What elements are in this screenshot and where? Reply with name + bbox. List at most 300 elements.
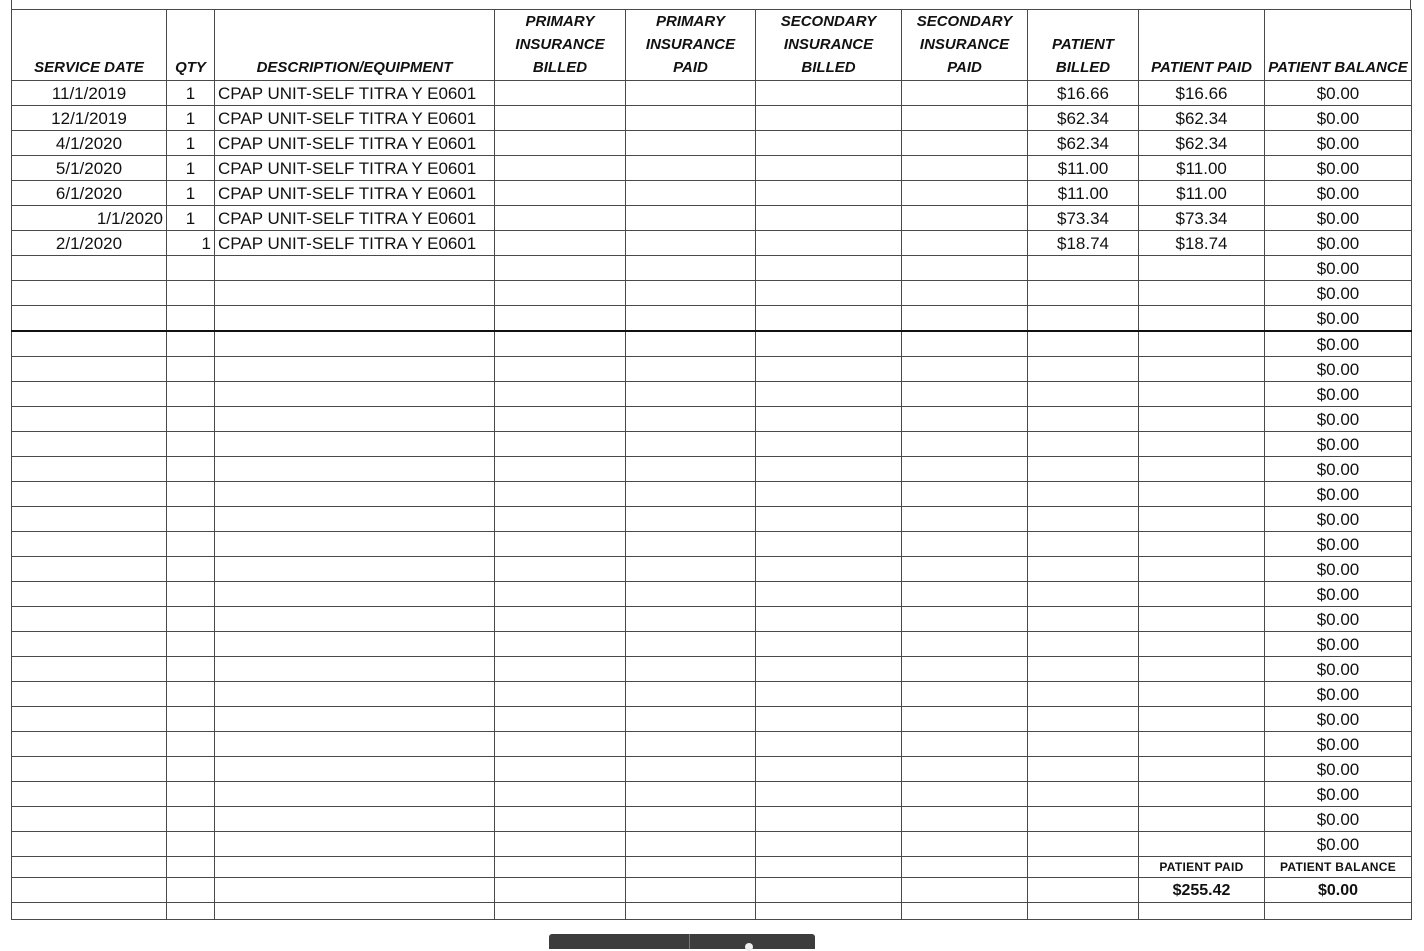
cell-description[interactable] <box>215 657 495 682</box>
cell-patient-billed[interactable] <box>1028 632 1139 657</box>
cell-primary-billed[interactable] <box>495 532 626 557</box>
cell-qty[interactable] <box>167 782 215 807</box>
cell-secondary-paid[interactable] <box>902 757 1028 782</box>
cell-patient-balance[interactable]: $0.00 <box>1265 306 1412 332</box>
cell-secondary-billed[interactable] <box>756 231 902 256</box>
cell-patient-billed[interactable] <box>1028 357 1139 382</box>
cell-secondary-paid[interactable] <box>902 281 1028 306</box>
cell-primary-billed[interactable] <box>495 457 626 482</box>
table-cell[interactable] <box>902 903 1028 920</box>
cell-secondary-paid[interactable] <box>902 532 1028 557</box>
cell-patient-balance[interactable]: $0.00 <box>1265 106 1412 131</box>
cell-primary-paid[interactable] <box>626 181 756 206</box>
cell-patient-balance[interactable]: $0.00 <box>1265 181 1412 206</box>
table-cell[interactable] <box>12 903 167 920</box>
cell-qty[interactable] <box>167 582 215 607</box>
cell-patient-balance[interactable]: $0.00 <box>1265 532 1412 557</box>
table-cell[interactable] <box>626 878 756 903</box>
cell-patient-paid[interactable]: $62.34 <box>1139 131 1265 156</box>
table-cell[interactable] <box>495 903 626 920</box>
cell-patient-paid[interactable] <box>1139 357 1265 382</box>
table-cell[interactable] <box>1028 857 1139 878</box>
cell-qty[interactable]: 1 <box>167 131 215 156</box>
cell-service-date[interactable]: 6/1/2020 <box>12 181 167 206</box>
cell-primary-paid[interactable] <box>626 707 756 732</box>
cell-service-date[interactable] <box>12 732 167 757</box>
cell-primary-paid[interactable] <box>626 532 756 557</box>
cell-qty[interactable]: 1 <box>167 106 215 131</box>
cell-patient-paid[interactable]: $62.34 <box>1139 106 1265 131</box>
cell-patient-paid[interactable] <box>1139 807 1265 832</box>
cell-description[interactable] <box>215 482 495 507</box>
cell-patient-paid[interactable]: $11.00 <box>1139 181 1265 206</box>
cell-service-date[interactable]: 11/1/2019 <box>12 81 167 106</box>
cell-patient-balance[interactable]: $0.00 <box>1265 782 1412 807</box>
cell-primary-billed[interactable] <box>495 256 626 281</box>
cell-description[interactable] <box>215 532 495 557</box>
cell-description[interactable] <box>215 357 495 382</box>
cell-description[interactable] <box>215 557 495 582</box>
cell-patient-paid[interactable] <box>1139 256 1265 281</box>
cell-patient-balance[interactable]: $0.00 <box>1265 382 1412 407</box>
cell-patient-balance[interactable]: $0.00 <box>1265 807 1412 832</box>
cell-patient-billed[interactable] <box>1028 407 1139 432</box>
cell-patient-balance[interactable]: $0.00 <box>1265 407 1412 432</box>
cell-patient-billed[interactable] <box>1028 457 1139 482</box>
cell-qty[interactable]: 1 <box>167 231 215 256</box>
table-cell[interactable] <box>902 857 1028 878</box>
cell-primary-paid[interactable] <box>626 807 756 832</box>
cell-service-date[interactable] <box>12 607 167 632</box>
table-cell[interactable] <box>902 878 1028 903</box>
cell-secondary-paid[interactable] <box>902 106 1028 131</box>
table-cell[interactable] <box>12 878 167 903</box>
cell-patient-billed[interactable]: $11.00 <box>1028 156 1139 181</box>
cell-secondary-billed[interactable] <box>756 432 902 457</box>
cell-primary-billed[interactable] <box>495 382 626 407</box>
cell-primary-billed[interactable] <box>495 557 626 582</box>
cell-secondary-billed[interactable] <box>756 682 902 707</box>
table-cell[interactable] <box>756 878 902 903</box>
cell-primary-billed[interactable] <box>495 582 626 607</box>
table-cell[interactable] <box>756 857 902 878</box>
cell-primary-billed[interactable] <box>495 682 626 707</box>
cell-service-date[interactable] <box>12 382 167 407</box>
cell-primary-paid[interactable] <box>626 682 756 707</box>
cell-primary-paid[interactable] <box>626 131 756 156</box>
cell-patient-paid[interactable] <box>1139 457 1265 482</box>
cell-secondary-billed[interactable] <box>756 507 902 532</box>
table-cell[interactable] <box>1139 903 1265 920</box>
cell-patient-paid[interactable] <box>1139 482 1265 507</box>
cell-patient-balance[interactable]: $0.00 <box>1265 457 1412 482</box>
cell-secondary-billed[interactable] <box>756 331 902 357</box>
cell-qty[interactable] <box>167 457 215 482</box>
cell-description[interactable]: CPAP UNIT-SELF TITRA Y E0601 <box>215 156 495 181</box>
cell-secondary-paid[interactable] <box>902 331 1028 357</box>
summary-patient-paid-label[interactable]: PATIENT PAID <box>1139 857 1265 878</box>
cell-patient-billed[interactable] <box>1028 532 1139 557</box>
table-cell[interactable] <box>167 878 215 903</box>
cell-qty[interactable] <box>167 306 215 332</box>
cell-patient-billed[interactable] <box>1028 382 1139 407</box>
cell-primary-paid[interactable] <box>626 206 756 231</box>
cell-primary-billed[interactable] <box>495 732 626 757</box>
cell-patient-balance[interactable]: $0.00 <box>1265 582 1412 607</box>
header-patient-paid[interactable]: PATIENT PAID <box>1139 10 1265 81</box>
cell-patient-paid[interactable] <box>1139 682 1265 707</box>
cell-secondary-billed[interactable] <box>756 382 902 407</box>
cell-qty[interactable] <box>167 707 215 732</box>
cell-qty[interactable]: 1 <box>167 181 215 206</box>
bottom-toolbar[interactable] <box>549 934 815 949</box>
cell-patient-balance[interactable]: $0.00 <box>1265 707 1412 732</box>
cell-patient-balance[interactable]: $0.00 <box>1265 256 1412 281</box>
cell-primary-billed[interactable] <box>495 131 626 156</box>
cell-secondary-billed[interactable] <box>756 106 902 131</box>
cell-secondary-paid[interactable] <box>902 131 1028 156</box>
cell-service-date[interactable] <box>12 757 167 782</box>
table-cell[interactable] <box>626 903 756 920</box>
cell-description[interactable] <box>215 757 495 782</box>
summary-patient-balance-total[interactable]: $0.00 <box>1265 878 1412 903</box>
cell-patient-billed[interactable] <box>1028 832 1139 857</box>
cell-secondary-billed[interactable] <box>756 757 902 782</box>
cell-qty[interactable] <box>167 807 215 832</box>
cell-primary-paid[interactable] <box>626 582 756 607</box>
cell-primary-billed[interactable] <box>495 281 626 306</box>
cell-patient-billed[interactable]: $62.34 <box>1028 131 1139 156</box>
cell-patient-billed[interactable]: $16.66 <box>1028 81 1139 106</box>
cell-qty[interactable] <box>167 382 215 407</box>
cell-secondary-billed[interactable] <box>756 457 902 482</box>
cell-secondary-paid[interactable] <box>902 807 1028 832</box>
cell-patient-paid[interactable] <box>1139 281 1265 306</box>
cell-qty[interactable] <box>167 632 215 657</box>
cell-secondary-paid[interactable] <box>902 657 1028 682</box>
cell-primary-billed[interactable] <box>495 331 626 357</box>
cell-primary-paid[interactable] <box>626 306 756 332</box>
cell-service-date[interactable]: 2/1/2020 <box>12 231 167 256</box>
cell-secondary-paid[interactable] <box>902 682 1028 707</box>
cell-secondary-billed[interactable] <box>756 732 902 757</box>
cell-secondary-billed[interactable] <box>756 206 902 231</box>
cell-patient-billed[interactable] <box>1028 782 1139 807</box>
cell-description[interactable] <box>215 382 495 407</box>
cell-patient-billed[interactable] <box>1028 757 1139 782</box>
cell-qty[interactable] <box>167 407 215 432</box>
cell-primary-billed[interactable] <box>495 832 626 857</box>
cell-patient-balance[interactable]: $0.00 <box>1265 682 1412 707</box>
header-secondary-insurance-billed[interactable]: SECONDARY INSURANCE BILLED <box>756 10 902 81</box>
cell-patient-paid[interactable] <box>1139 732 1265 757</box>
cell-patient-paid[interactable] <box>1139 607 1265 632</box>
cell-description[interactable] <box>215 682 495 707</box>
cell-patient-paid[interactable] <box>1139 582 1265 607</box>
cell-service-date[interactable] <box>12 532 167 557</box>
cell-secondary-paid[interactable] <box>902 607 1028 632</box>
cell-patient-paid[interactable] <box>1139 757 1265 782</box>
cell-patient-paid[interactable] <box>1139 306 1265 332</box>
cell-patient-paid[interactable] <box>1139 657 1265 682</box>
cell-patient-balance[interactable]: $0.00 <box>1265 732 1412 757</box>
cell-primary-paid[interactable] <box>626 231 756 256</box>
cell-patient-paid[interactable]: $73.34 <box>1139 206 1265 231</box>
cell-service-date[interactable] <box>12 707 167 732</box>
cell-primary-paid[interactable] <box>626 632 756 657</box>
cell-patient-billed[interactable] <box>1028 707 1139 732</box>
cell-secondary-paid[interactable] <box>902 732 1028 757</box>
cell-service-date[interactable]: 12/1/2019 <box>12 106 167 131</box>
table-cell[interactable] <box>167 857 215 878</box>
cell-description[interactable] <box>215 281 495 306</box>
cell-patient-balance[interactable]: $0.00 <box>1265 557 1412 582</box>
header-service-date[interactable]: SERVICE DATE <box>12 10 167 81</box>
cell-secondary-billed[interactable] <box>756 407 902 432</box>
cell-secondary-billed[interactable] <box>756 632 902 657</box>
cell-patient-billed[interactable] <box>1028 432 1139 457</box>
cell-qty[interactable] <box>167 331 215 357</box>
cell-description[interactable]: CPAP UNIT-SELF TITRA Y E0601 <box>215 206 495 231</box>
cell-description[interactable]: CPAP UNIT-SELF TITRA Y E0601 <box>215 131 495 156</box>
cell-service-date[interactable] <box>12 457 167 482</box>
cell-secondary-billed[interactable] <box>756 81 902 106</box>
cell-primary-paid[interactable] <box>626 557 756 582</box>
cell-primary-paid[interactable] <box>626 482 756 507</box>
cell-patient-paid[interactable] <box>1139 407 1265 432</box>
cell-qty[interactable]: 1 <box>167 206 215 231</box>
cell-qty[interactable] <box>167 607 215 632</box>
cell-primary-paid[interactable] <box>626 432 756 457</box>
cell-description[interactable] <box>215 256 495 281</box>
cell-secondary-paid[interactable] <box>902 482 1028 507</box>
cell-secondary-paid[interactable] <box>902 407 1028 432</box>
cell-qty[interactable] <box>167 832 215 857</box>
cell-patient-billed[interactable] <box>1028 256 1139 281</box>
cell-patient-balance[interactable]: $0.00 <box>1265 281 1412 306</box>
cell-patient-paid[interactable] <box>1139 432 1265 457</box>
cell-primary-billed[interactable] <box>495 632 626 657</box>
cell-description[interactable] <box>215 457 495 482</box>
cell-service-date[interactable] <box>12 682 167 707</box>
cell-qty[interactable] <box>167 357 215 382</box>
table-cell[interactable] <box>215 903 495 920</box>
cell-service-date[interactable] <box>12 557 167 582</box>
cell-patient-billed[interactable]: $11.00 <box>1028 181 1139 206</box>
cell-service-date[interactable] <box>12 782 167 807</box>
cell-primary-billed[interactable] <box>495 181 626 206</box>
cell-patient-paid[interactable] <box>1139 532 1265 557</box>
cell-patient-paid[interactable] <box>1139 782 1265 807</box>
cell-service-date[interactable] <box>12 507 167 532</box>
cell-patient-billed[interactable] <box>1028 582 1139 607</box>
cell-description[interactable] <box>215 732 495 757</box>
table-cell[interactable] <box>167 903 215 920</box>
cell-patient-billed[interactable] <box>1028 331 1139 357</box>
cell-primary-billed[interactable] <box>495 407 626 432</box>
cell-secondary-paid[interactable] <box>902 507 1028 532</box>
cell-secondary-paid[interactable] <box>902 231 1028 256</box>
cell-patient-billed[interactable] <box>1028 306 1139 332</box>
cell-secondary-billed[interactable] <box>756 557 902 582</box>
cell-primary-billed[interactable] <box>495 507 626 532</box>
cell-description[interactable] <box>215 507 495 532</box>
summary-patient-balance-label[interactable]: PATIENT BALANCE <box>1265 857 1412 878</box>
cell-service-date[interactable] <box>12 407 167 432</box>
cell-patient-balance[interactable]: $0.00 <box>1265 607 1412 632</box>
cell-patient-balance[interactable]: $0.00 <box>1265 206 1412 231</box>
cell-secondary-paid[interactable] <box>902 81 1028 106</box>
cell-service-date[interactable] <box>12 657 167 682</box>
cell-description[interactable]: CPAP UNIT-SELF TITRA Y E0601 <box>215 181 495 206</box>
cell-description[interactable] <box>215 632 495 657</box>
cell-service-date[interactable] <box>12 331 167 357</box>
cell-qty[interactable] <box>167 757 215 782</box>
cell-secondary-paid[interactable] <box>902 357 1028 382</box>
cell-patient-balance[interactable]: $0.00 <box>1265 832 1412 857</box>
cell-primary-billed[interactable] <box>495 156 626 181</box>
cell-patient-paid[interactable]: $18.74 <box>1139 231 1265 256</box>
cell-patient-billed[interactable] <box>1028 657 1139 682</box>
cell-secondary-paid[interactable] <box>902 707 1028 732</box>
toolbar-handle-icon[interactable] <box>745 943 753 951</box>
cell-service-date[interactable] <box>12 582 167 607</box>
summary-patient-paid-total[interactable]: $255.42 <box>1139 878 1265 903</box>
cell-secondary-billed[interactable] <box>756 582 902 607</box>
table-cell[interactable] <box>1265 903 1412 920</box>
cell-secondary-billed[interactable] <box>756 607 902 632</box>
cell-primary-paid[interactable] <box>626 782 756 807</box>
cell-primary-billed[interactable] <box>495 106 626 131</box>
header-description[interactable]: DESCRIPTION/EQUIPMENT <box>215 10 495 81</box>
cell-secondary-billed[interactable] <box>756 357 902 382</box>
table-cell[interactable] <box>756 903 902 920</box>
cell-patient-paid[interactable]: $11.00 <box>1139 156 1265 181</box>
cell-secondary-billed[interactable] <box>756 306 902 332</box>
cell-secondary-billed[interactable] <box>756 482 902 507</box>
cell-primary-paid[interactable] <box>626 357 756 382</box>
cell-patient-paid[interactable] <box>1139 632 1265 657</box>
cell-qty[interactable] <box>167 507 215 532</box>
cell-description[interactable]: CPAP UNIT-SELF TITRA Y E0601 <box>215 81 495 106</box>
cell-secondary-paid[interactable] <box>902 632 1028 657</box>
cell-primary-billed[interactable] <box>495 306 626 332</box>
cell-service-date[interactable] <box>12 306 167 332</box>
cell-description[interactable] <box>215 407 495 432</box>
cell-primary-paid[interactable] <box>626 281 756 306</box>
cell-qty[interactable] <box>167 432 215 457</box>
cell-primary-paid[interactable] <box>626 81 756 106</box>
cell-primary-billed[interactable] <box>495 206 626 231</box>
cell-patient-billed[interactable] <box>1028 507 1139 532</box>
cell-secondary-paid[interactable] <box>902 206 1028 231</box>
cell-patient-billed[interactable]: $62.34 <box>1028 106 1139 131</box>
cell-primary-paid[interactable] <box>626 832 756 857</box>
header-secondary-insurance-paid[interactable]: SECONDARY INSURANCE PAID <box>902 10 1028 81</box>
table-cell[interactable] <box>495 878 626 903</box>
cell-patient-balance[interactable]: $0.00 <box>1265 331 1412 357</box>
cell-patient-paid[interactable] <box>1139 707 1265 732</box>
cell-primary-paid[interactable] <box>626 407 756 432</box>
cell-primary-billed[interactable] <box>495 231 626 256</box>
cell-service-date[interactable] <box>12 256 167 281</box>
cell-primary-paid[interactable] <box>626 507 756 532</box>
cell-description[interactable] <box>215 607 495 632</box>
cell-secondary-paid[interactable] <box>902 582 1028 607</box>
cell-patient-balance[interactable]: $0.00 <box>1265 357 1412 382</box>
cell-qty[interactable]: 1 <box>167 156 215 181</box>
cell-patient-billed[interactable] <box>1028 557 1139 582</box>
cell-primary-billed[interactable] <box>495 782 626 807</box>
cell-service-date[interactable] <box>12 482 167 507</box>
cell-service-date[interactable]: 1/1/2020 <box>12 206 167 231</box>
cell-secondary-billed[interactable] <box>756 707 902 732</box>
cell-secondary-paid[interactable] <box>902 256 1028 281</box>
cell-secondary-billed[interactable] <box>756 181 902 206</box>
cell-description[interactable] <box>215 807 495 832</box>
cell-service-date[interactable] <box>12 807 167 832</box>
cell-primary-billed[interactable] <box>495 482 626 507</box>
cell-description[interactable] <box>215 707 495 732</box>
cell-secondary-billed[interactable] <box>756 782 902 807</box>
table-cell[interactable] <box>1028 903 1139 920</box>
cell-primary-paid[interactable] <box>626 256 756 281</box>
cell-description[interactable] <box>215 432 495 457</box>
cell-primary-paid[interactable] <box>626 657 756 682</box>
cell-patient-balance[interactable]: $0.00 <box>1265 231 1412 256</box>
cell-secondary-paid[interactable] <box>902 432 1028 457</box>
cell-description[interactable] <box>215 582 495 607</box>
cell-secondary-billed[interactable] <box>756 657 902 682</box>
cell-patient-paid[interactable]: $16.66 <box>1139 81 1265 106</box>
cell-secondary-billed[interactable] <box>756 807 902 832</box>
cell-description[interactable] <box>215 331 495 357</box>
cell-secondary-billed[interactable] <box>756 281 902 306</box>
cell-primary-paid[interactable] <box>626 156 756 181</box>
cell-service-date[interactable] <box>12 632 167 657</box>
cell-secondary-billed[interactable] <box>756 156 902 181</box>
cell-secondary-paid[interactable] <box>902 382 1028 407</box>
table-cell[interactable] <box>495 857 626 878</box>
cell-description[interactable] <box>215 782 495 807</box>
cell-primary-billed[interactable] <box>495 807 626 832</box>
cell-secondary-paid[interactable] <box>902 181 1028 206</box>
cell-primary-paid[interactable] <box>626 106 756 131</box>
cell-primary-billed[interactable] <box>495 432 626 457</box>
cell-secondary-paid[interactable] <box>902 782 1028 807</box>
cell-patient-billed[interactable] <box>1028 682 1139 707</box>
cell-qty[interactable]: 1 <box>167 81 215 106</box>
cell-patient-billed[interactable] <box>1028 482 1139 507</box>
cell-patient-balance[interactable]: $0.00 <box>1265 507 1412 532</box>
cell-primary-paid[interactable] <box>626 457 756 482</box>
cell-secondary-paid[interactable] <box>902 457 1028 482</box>
table-cell[interactable] <box>12 857 167 878</box>
cell-service-date[interactable]: 5/1/2020 <box>12 156 167 181</box>
cell-patient-balance[interactable]: $0.00 <box>1265 156 1412 181</box>
cell-secondary-paid[interactable] <box>902 832 1028 857</box>
cell-primary-billed[interactable] <box>495 81 626 106</box>
cell-secondary-paid[interactable] <box>902 557 1028 582</box>
cell-secondary-paid[interactable] <box>902 306 1028 332</box>
header-patient-balance[interactable]: PATIENT BALANCE <box>1265 10 1412 81</box>
cell-patient-balance[interactable]: $0.00 <box>1265 81 1412 106</box>
cell-service-date[interactable] <box>12 357 167 382</box>
cell-patient-billed[interactable]: $18.74 <box>1028 231 1139 256</box>
cell-primary-billed[interactable] <box>495 757 626 782</box>
cell-qty[interactable] <box>167 657 215 682</box>
table-cell[interactable] <box>215 857 495 878</box>
